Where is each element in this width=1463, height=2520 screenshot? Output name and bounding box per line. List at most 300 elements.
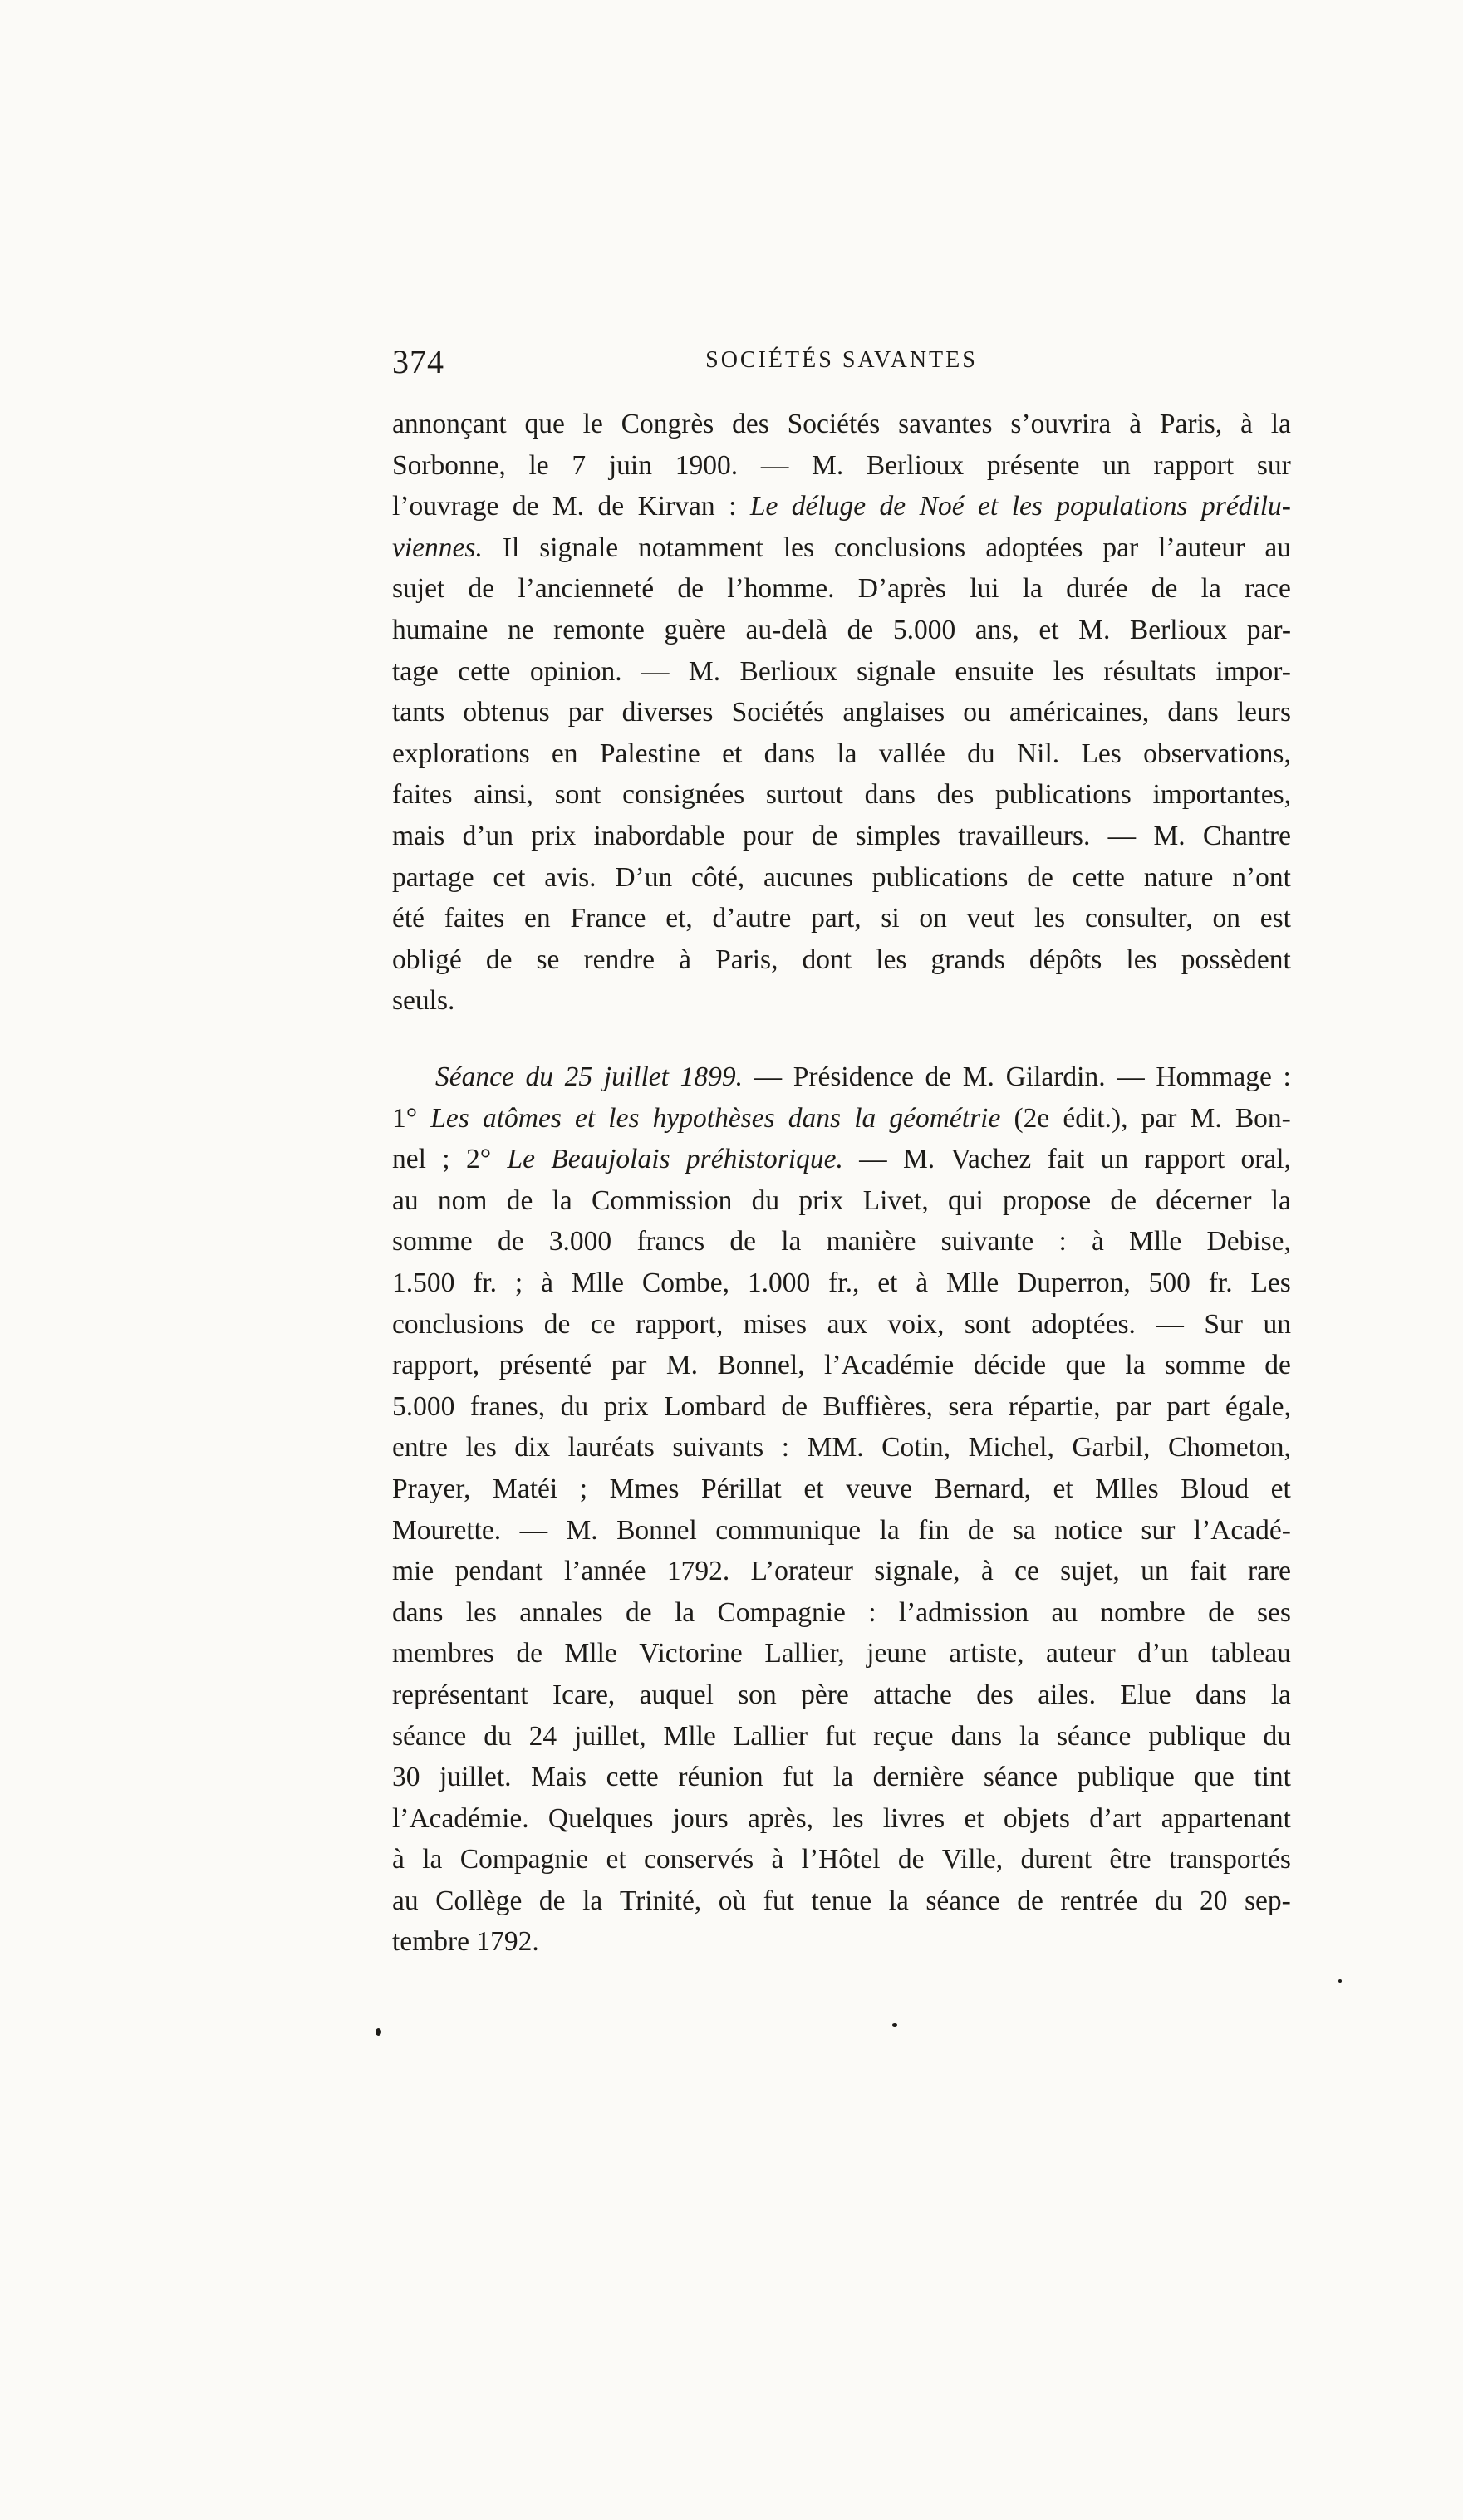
word: l’ancienneté — [518, 573, 655, 605]
word: par — [1102, 532, 1139, 563]
word: fr., — [828, 1267, 860, 1298]
word: oral, — [1240, 1144, 1291, 1175]
word: Michel, — [968, 1432, 1054, 1463]
text-line — [392, 692, 1291, 733]
word: Mlle — [564, 1638, 617, 1669]
word: reçue — [873, 1720, 934, 1752]
word: : — [1283, 1061, 1291, 1092]
word: mises — [743, 1308, 808, 1340]
word: publique — [1148, 1720, 1246, 1752]
word: M. — [1153, 820, 1186, 851]
word: la — [1200, 573, 1221, 605]
word: l’homme. — [727, 573, 835, 605]
text-line — [392, 1551, 1291, 1592]
scan-speck — [376, 2028, 381, 2036]
word: ainsi, — [474, 779, 533, 811]
word: — — [1156, 1308, 1184, 1340]
word: dans — [950, 1720, 1002, 1752]
word: Mlles — [1095, 1473, 1159, 1504]
word: Bonnel — [616, 1514, 697, 1546]
word: veuve — [846, 1473, 913, 1504]
word: fait — [1047, 1144, 1085, 1175]
text-line — [392, 527, 1291, 569]
word: Elue — [1120, 1679, 1171, 1710]
word: américaines, — [1009, 697, 1150, 728]
word: obligé — [392, 944, 462, 975]
word: lui — [970, 573, 999, 605]
word: vallée — [878, 738, 945, 769]
word: côté, — [691, 861, 745, 893]
word: dans — [763, 738, 816, 769]
word: été — [392, 903, 425, 934]
word: sep- — [1244, 1885, 1291, 1916]
word: observations, — [1143, 738, 1291, 769]
text-line — [392, 1386, 1291, 1428]
word: les — [465, 1596, 497, 1628]
word: Collège — [435, 1885, 523, 1916]
word: — — [859, 1144, 887, 1175]
word: présenté — [498, 1350, 592, 1381]
word: de — [512, 491, 539, 522]
word: où — [718, 1885, 747, 1916]
word: Commission — [592, 1184, 733, 1216]
word: si — [881, 903, 900, 934]
word: de — [538, 1885, 566, 1916]
word: les — [465, 1432, 497, 1463]
word: la — [422, 1844, 443, 1875]
word: l’Académie — [824, 1350, 955, 1381]
word: D’après — [857, 573, 946, 605]
word: de — [897, 1844, 925, 1875]
word: : — [729, 491, 737, 522]
word: M. — [1078, 614, 1111, 645]
text-line — [392, 980, 1291, 1022]
word: sa — [1012, 1514, 1036, 1546]
text-line — [392, 1180, 1291, 1222]
word: à — [1240, 409, 1253, 439]
word: 500 — [1148, 1267, 1191, 1298]
word: la — [1270, 409, 1291, 439]
word: annonçant — [392, 409, 507, 439]
word: M. — [665, 1350, 698, 1381]
word: tenue — [811, 1885, 872, 1916]
word: fr. — [1208, 1267, 1233, 1298]
word: grands — [930, 944, 1005, 975]
word: de — [811, 820, 838, 851]
word: égale, — [1225, 1390, 1291, 1422]
italic-word: 1899. — [680, 1061, 743, 1092]
word: Mourette. — [392, 1514, 502, 1546]
word: mie — [392, 1556, 434, 1587]
word: par — [1116, 1390, 1151, 1422]
word: mais — [392, 820, 445, 851]
word: de — [485, 944, 513, 975]
word: M. — [552, 491, 585, 522]
word: Mlle — [571, 1267, 625, 1298]
word: — — [1117, 1061, 1145, 1092]
word: ; — [514, 1267, 523, 1298]
word: Sorbonne, — [392, 449, 506, 481]
word: savantes — [898, 409, 993, 439]
word: partage — [392, 861, 474, 893]
word: ailes. — [1038, 1679, 1096, 1710]
word: sujet, — [1060, 1556, 1120, 1587]
word: France — [570, 903, 646, 934]
word: conservés — [644, 1844, 754, 1875]
word: Garbil, — [1072, 1432, 1151, 1463]
text-line — [392, 1057, 1291, 1098]
word: est — [1259, 903, 1291, 934]
word: aux — [827, 1308, 867, 1340]
word: signale — [857, 655, 936, 687]
word: Livet, — [862, 1184, 929, 1216]
italic-word: préhistorique. — [685, 1144, 843, 1175]
word: d’autre — [712, 903, 792, 934]
word: d’un — [1137, 1638, 1189, 1669]
word: être — [1109, 1844, 1151, 1875]
word: jeune — [867, 1638, 927, 1669]
word: résultats — [1103, 655, 1196, 687]
word: leurs — [1236, 697, 1291, 728]
word: : — [868, 1596, 876, 1628]
italic-word: hypothèses — [652, 1102, 775, 1134]
word: M. — [1190, 1102, 1222, 1134]
text-line — [392, 1098, 1291, 1140]
word: consignées — [622, 779, 745, 811]
word: du — [751, 1184, 780, 1216]
word: dans — [1167, 697, 1219, 728]
word: suivants — [672, 1432, 764, 1463]
word: 1° — [392, 1102, 418, 1134]
word: Kirvan — [637, 491, 715, 522]
word: on — [919, 903, 947, 934]
word: et — [964, 1802, 984, 1834]
word: ou — [963, 697, 991, 728]
word: décide — [973, 1350, 1047, 1381]
word: et — [1270, 1473, 1291, 1504]
word: Icare, — [552, 1679, 616, 1710]
word: de — [967, 1514, 994, 1546]
word: — — [519, 1514, 548, 1546]
word: ensuite — [955, 655, 1034, 687]
word: Berlioux — [866, 449, 965, 481]
word: à — [679, 944, 692, 975]
word: dans — [392, 1596, 444, 1628]
word: les — [832, 1802, 864, 1834]
word: faites — [444, 903, 505, 934]
word: dix — [514, 1432, 551, 1463]
word: Bernard, — [934, 1473, 1031, 1504]
word: n’ont — [1232, 861, 1291, 893]
word: cette — [1072, 861, 1125, 893]
text-line — [392, 1510, 1291, 1552]
word: voix, — [887, 1308, 945, 1340]
word: remonte — [553, 614, 645, 645]
word: membres — [392, 1638, 494, 1669]
word: de — [1017, 1885, 1043, 1916]
word: dans — [1195, 1679, 1247, 1710]
word: du — [967, 738, 995, 769]
word: de — [729, 1226, 756, 1258]
word: Bloud — [1181, 1473, 1249, 1504]
word: rapport, — [636, 1308, 724, 1340]
word: la — [837, 738, 857, 769]
word: appartenant — [1161, 1802, 1291, 1834]
word: M. — [688, 655, 721, 687]
word: Lallier — [733, 1720, 808, 1752]
word: et — [1038, 614, 1059, 645]
word: tint — [1254, 1762, 1291, 1793]
word: du — [560, 1390, 589, 1422]
word: l’Acadé- — [1193, 1514, 1291, 1546]
text-line — [392, 733, 1291, 775]
word: la — [552, 1184, 572, 1216]
word: du — [1263, 1720, 1291, 1752]
word: rapport, — [392, 1350, 480, 1381]
word: Bonnel, — [717, 1350, 805, 1381]
word: Paris, — [1159, 409, 1223, 439]
word: juillet, — [574, 1720, 646, 1752]
text-line — [392, 1468, 1291, 1510]
word: impor- — [1215, 655, 1291, 687]
word: l’Académie. — [392, 1802, 529, 1834]
text-line — [392, 1427, 1291, 1468]
word: ; — [579, 1473, 588, 1504]
word: humaine — [392, 614, 488, 645]
italic-word: Le — [507, 1144, 535, 1175]
word: au — [392, 1184, 419, 1216]
word: attache — [873, 1679, 952, 1710]
text-line — [392, 1345, 1291, 1386]
word: à — [392, 1844, 405, 1875]
word: Lombard — [664, 1390, 766, 1422]
word: auquel — [639, 1679, 714, 1710]
word: Chometon, — [1167, 1432, 1291, 1463]
word: Sociétés — [731, 697, 825, 728]
word: 24 — [528, 1720, 557, 1752]
word: — — [760, 449, 789, 481]
word: Les — [1081, 738, 1122, 769]
word: de — [597, 491, 625, 522]
word: M. — [566, 1514, 598, 1546]
word: fut — [763, 1885, 794, 1916]
word: francs — [636, 1226, 705, 1258]
word: par- — [1246, 614, 1291, 645]
word: nom — [437, 1184, 488, 1216]
word: 5.000 — [892, 614, 956, 645]
word: cette — [606, 1762, 659, 1793]
word: par — [1141, 1102, 1177, 1134]
italic-word: atômes — [482, 1102, 562, 1134]
word: 7 — [572, 449, 587, 481]
text-line — [392, 898, 1291, 939]
word: dont — [802, 944, 852, 975]
word: au — [392, 1885, 419, 1916]
word: se — [536, 944, 560, 975]
word: de — [626, 1596, 652, 1628]
word: Mlle — [1129, 1226, 1182, 1258]
word: (2e — [1014, 1102, 1050, 1134]
word: Sur — [1204, 1308, 1243, 1340]
word: 5.000 — [392, 1390, 455, 1422]
text-line — [392, 1262, 1291, 1304]
word: race — [1245, 573, 1291, 605]
word: — — [1107, 820, 1137, 851]
word: prix — [603, 1390, 649, 1422]
italic-word: Noé — [919, 491, 965, 522]
italic-word: dans — [788, 1102, 842, 1134]
word: part — [1166, 1390, 1210, 1422]
running-head: SOCIÉTÉS SAVANTES — [705, 347, 978, 373]
word: ce — [1014, 1556, 1039, 1587]
italic-word: et — [574, 1102, 596, 1134]
word: artiste, — [949, 1638, 1024, 1669]
word: somme — [392, 1226, 473, 1258]
text-line — [392, 1798, 1291, 1840]
word: à — [916, 1267, 929, 1298]
text-line — [392, 1139, 1291, 1180]
word: Victorine — [639, 1638, 743, 1669]
word: la — [674, 1596, 695, 1628]
word: fait — [1189, 1556, 1227, 1587]
text-line — [392, 939, 1291, 981]
text-line — [392, 857, 1291, 899]
word: à — [771, 1844, 784, 1875]
word: et — [877, 1267, 898, 1298]
word: dépôts — [1029, 944, 1102, 975]
word: Présidence — [793, 1061, 914, 1092]
word: notamment — [638, 532, 763, 563]
word: séance — [1057, 1720, 1132, 1752]
italic-word: géométrie — [889, 1102, 1001, 1134]
word: anglaises — [842, 697, 945, 728]
word: obtenus — [463, 697, 550, 728]
word: séance — [983, 1762, 1058, 1793]
word: sur — [1256, 449, 1291, 481]
word: Les — [1250, 1267, 1291, 1298]
word: rapport — [1144, 1144, 1225, 1175]
italic-word: déluge — [791, 491, 867, 522]
word: Paris, — [715, 944, 778, 975]
word: Duperron, — [1017, 1267, 1131, 1298]
word: communique — [715, 1514, 862, 1546]
word: signale — [539, 532, 619, 563]
word: guère — [664, 614, 726, 645]
word: durée — [1066, 573, 1128, 605]
word: Hommage — [1156, 1061, 1272, 1092]
text-line — [392, 486, 1291, 527]
word: publications — [995, 779, 1132, 811]
text-line — [392, 1716, 1291, 1758]
word: M. — [962, 1061, 994, 1092]
page-number: 374 — [392, 343, 444, 380]
word: l’Hôtel — [801, 1844, 881, 1875]
word: somme — [1165, 1350, 1245, 1381]
word: diverses — [621, 697, 714, 728]
text-line — [392, 1633, 1291, 1674]
word: tants — [392, 697, 445, 728]
word: la — [1019, 1720, 1040, 1752]
italic-word: juillet — [603, 1061, 669, 1092]
word: le — [528, 449, 549, 481]
word: suivante — [940, 1226, 1034, 1258]
word: entre — [392, 1432, 448, 1463]
word: réunion — [678, 1762, 763, 1793]
word: un — [1100, 1144, 1129, 1175]
text-run: seuls. — [392, 985, 455, 1017]
word: prix — [531, 820, 577, 851]
word: un — [1102, 449, 1131, 481]
word: sur — [1141, 1514, 1176, 1546]
word: Gilardin. — [1005, 1061, 1106, 1092]
word: du — [1154, 1885, 1183, 1916]
word: répartie, — [1008, 1390, 1101, 1422]
word: surtout — [765, 779, 843, 811]
italic-word: du — [525, 1061, 553, 1092]
text-line — [392, 610, 1291, 651]
word: à — [980, 1556, 994, 1587]
word: par — [611, 1350, 647, 1381]
word: et — [1053, 1473, 1073, 1504]
word: les — [783, 532, 815, 563]
word: veut — [966, 903, 1015, 934]
word: Buffières, — [822, 1390, 933, 1422]
word: de — [781, 1390, 808, 1422]
word: transportés — [1168, 1844, 1291, 1875]
word: opinion. — [529, 655, 622, 687]
word: importantes, — [1152, 779, 1291, 811]
word: notice — [1054, 1514, 1122, 1546]
word: séance — [925, 1885, 1000, 1916]
word: la — [781, 1226, 802, 1258]
word: objets — [1003, 1802, 1070, 1834]
word: à — [541, 1267, 553, 1298]
word: fin — [918, 1514, 950, 1546]
word: du — [484, 1720, 512, 1752]
word: 30 — [392, 1762, 420, 1793]
word: propose — [1003, 1184, 1092, 1216]
italic-word: Le — [749, 491, 778, 522]
italic-word: Séance — [435, 1061, 514, 1092]
paragraph — [392, 1057, 1291, 1963]
word: M. — [903, 1144, 935, 1175]
word: et — [803, 1473, 824, 1504]
word: tage — [392, 655, 439, 687]
italic-word: Beaujolais — [551, 1144, 670, 1175]
word: décerner — [1156, 1184, 1252, 1216]
word: de — [516, 1638, 542, 1669]
word: sont — [554, 779, 601, 811]
word: simples — [855, 820, 940, 851]
word: D’un — [615, 861, 673, 893]
word: cet — [493, 861, 526, 893]
word: Berlioux — [739, 655, 837, 687]
text-line — [392, 404, 1291, 445]
word: publications — [871, 861, 1009, 893]
word: 1.000 — [747, 1267, 811, 1298]
word: Compagnie — [459, 1844, 589, 1875]
word: fut — [783, 1762, 814, 1793]
italic-word: et — [978, 491, 999, 522]
word: signale, — [874, 1556, 960, 1587]
word: Matéi — [493, 1473, 558, 1504]
word: Compagnie — [717, 1596, 846, 1628]
word: que — [524, 409, 565, 439]
word: Quelques — [547, 1802, 654, 1834]
word: qui — [947, 1184, 984, 1216]
word: des — [936, 779, 975, 811]
word: nature — [1143, 861, 1214, 893]
